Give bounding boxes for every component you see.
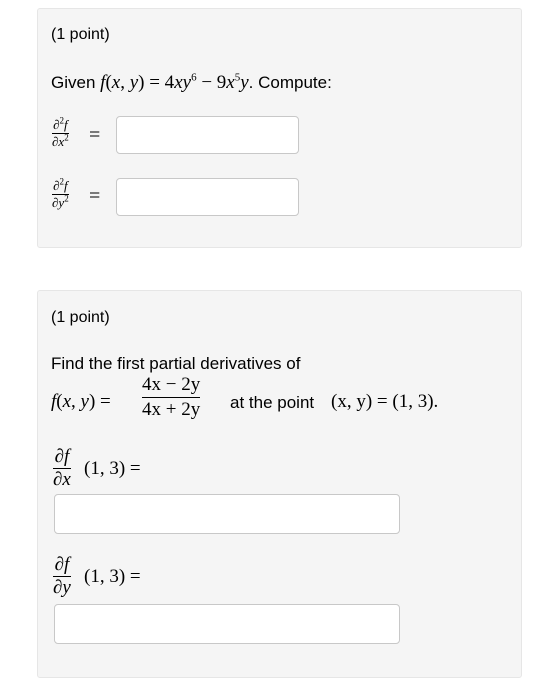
- second-partial-y-label: ∂$^2$f $\partial y^2$: [52, 176, 69, 210]
- problem-2-instruction: Find the first partial derivatives of: [51, 354, 301, 373]
- point-value: (x, y) = (1, 3).: [331, 391, 439, 412]
- partial-y-eval: (1, 3) =: [84, 566, 141, 587]
- equals-sign: =: [89, 185, 101, 207]
- partial-x-label: ∂f ∂x: [53, 446, 71, 490]
- function-fraction: [142, 374, 200, 421]
- second-partial-y-input[interactable]: [116, 178, 299, 216]
- partial-y-label: ∂f ∂y: [53, 554, 71, 598]
- function-definition: f(x, $y) = 4xy^6 - 9x^5y$: [100, 71, 249, 93]
- problem-1-statement: [51, 72, 332, 94]
- given-prefix: Given: [51, 73, 96, 92]
- problem-1-points: (1 point): [51, 26, 110, 43]
- partial-x-input[interactable]: [54, 494, 400, 534]
- at-point-text: at the point: [230, 393, 315, 412]
- problem-2-points: (1 point): [51, 309, 110, 326]
- partial-x-eval: (1, 3) =: [84, 458, 141, 479]
- fraction-numerator: 4x − 2y: [142, 374, 201, 395]
- function-lhs: f(x, y) =: [51, 391, 111, 412]
- second-partial-x-input[interactable]: [116, 116, 299, 154]
- equals-sign: =: [89, 124, 101, 146]
- partial-y-input[interactable]: [54, 604, 400, 644]
- second-partial-x-label: ∂$^2$f $\partial x^2$: [52, 115, 69, 149]
- compute-label: . Compute:: [248, 73, 332, 92]
- fraction-denominator: 4x + 2y: [142, 399, 201, 420]
